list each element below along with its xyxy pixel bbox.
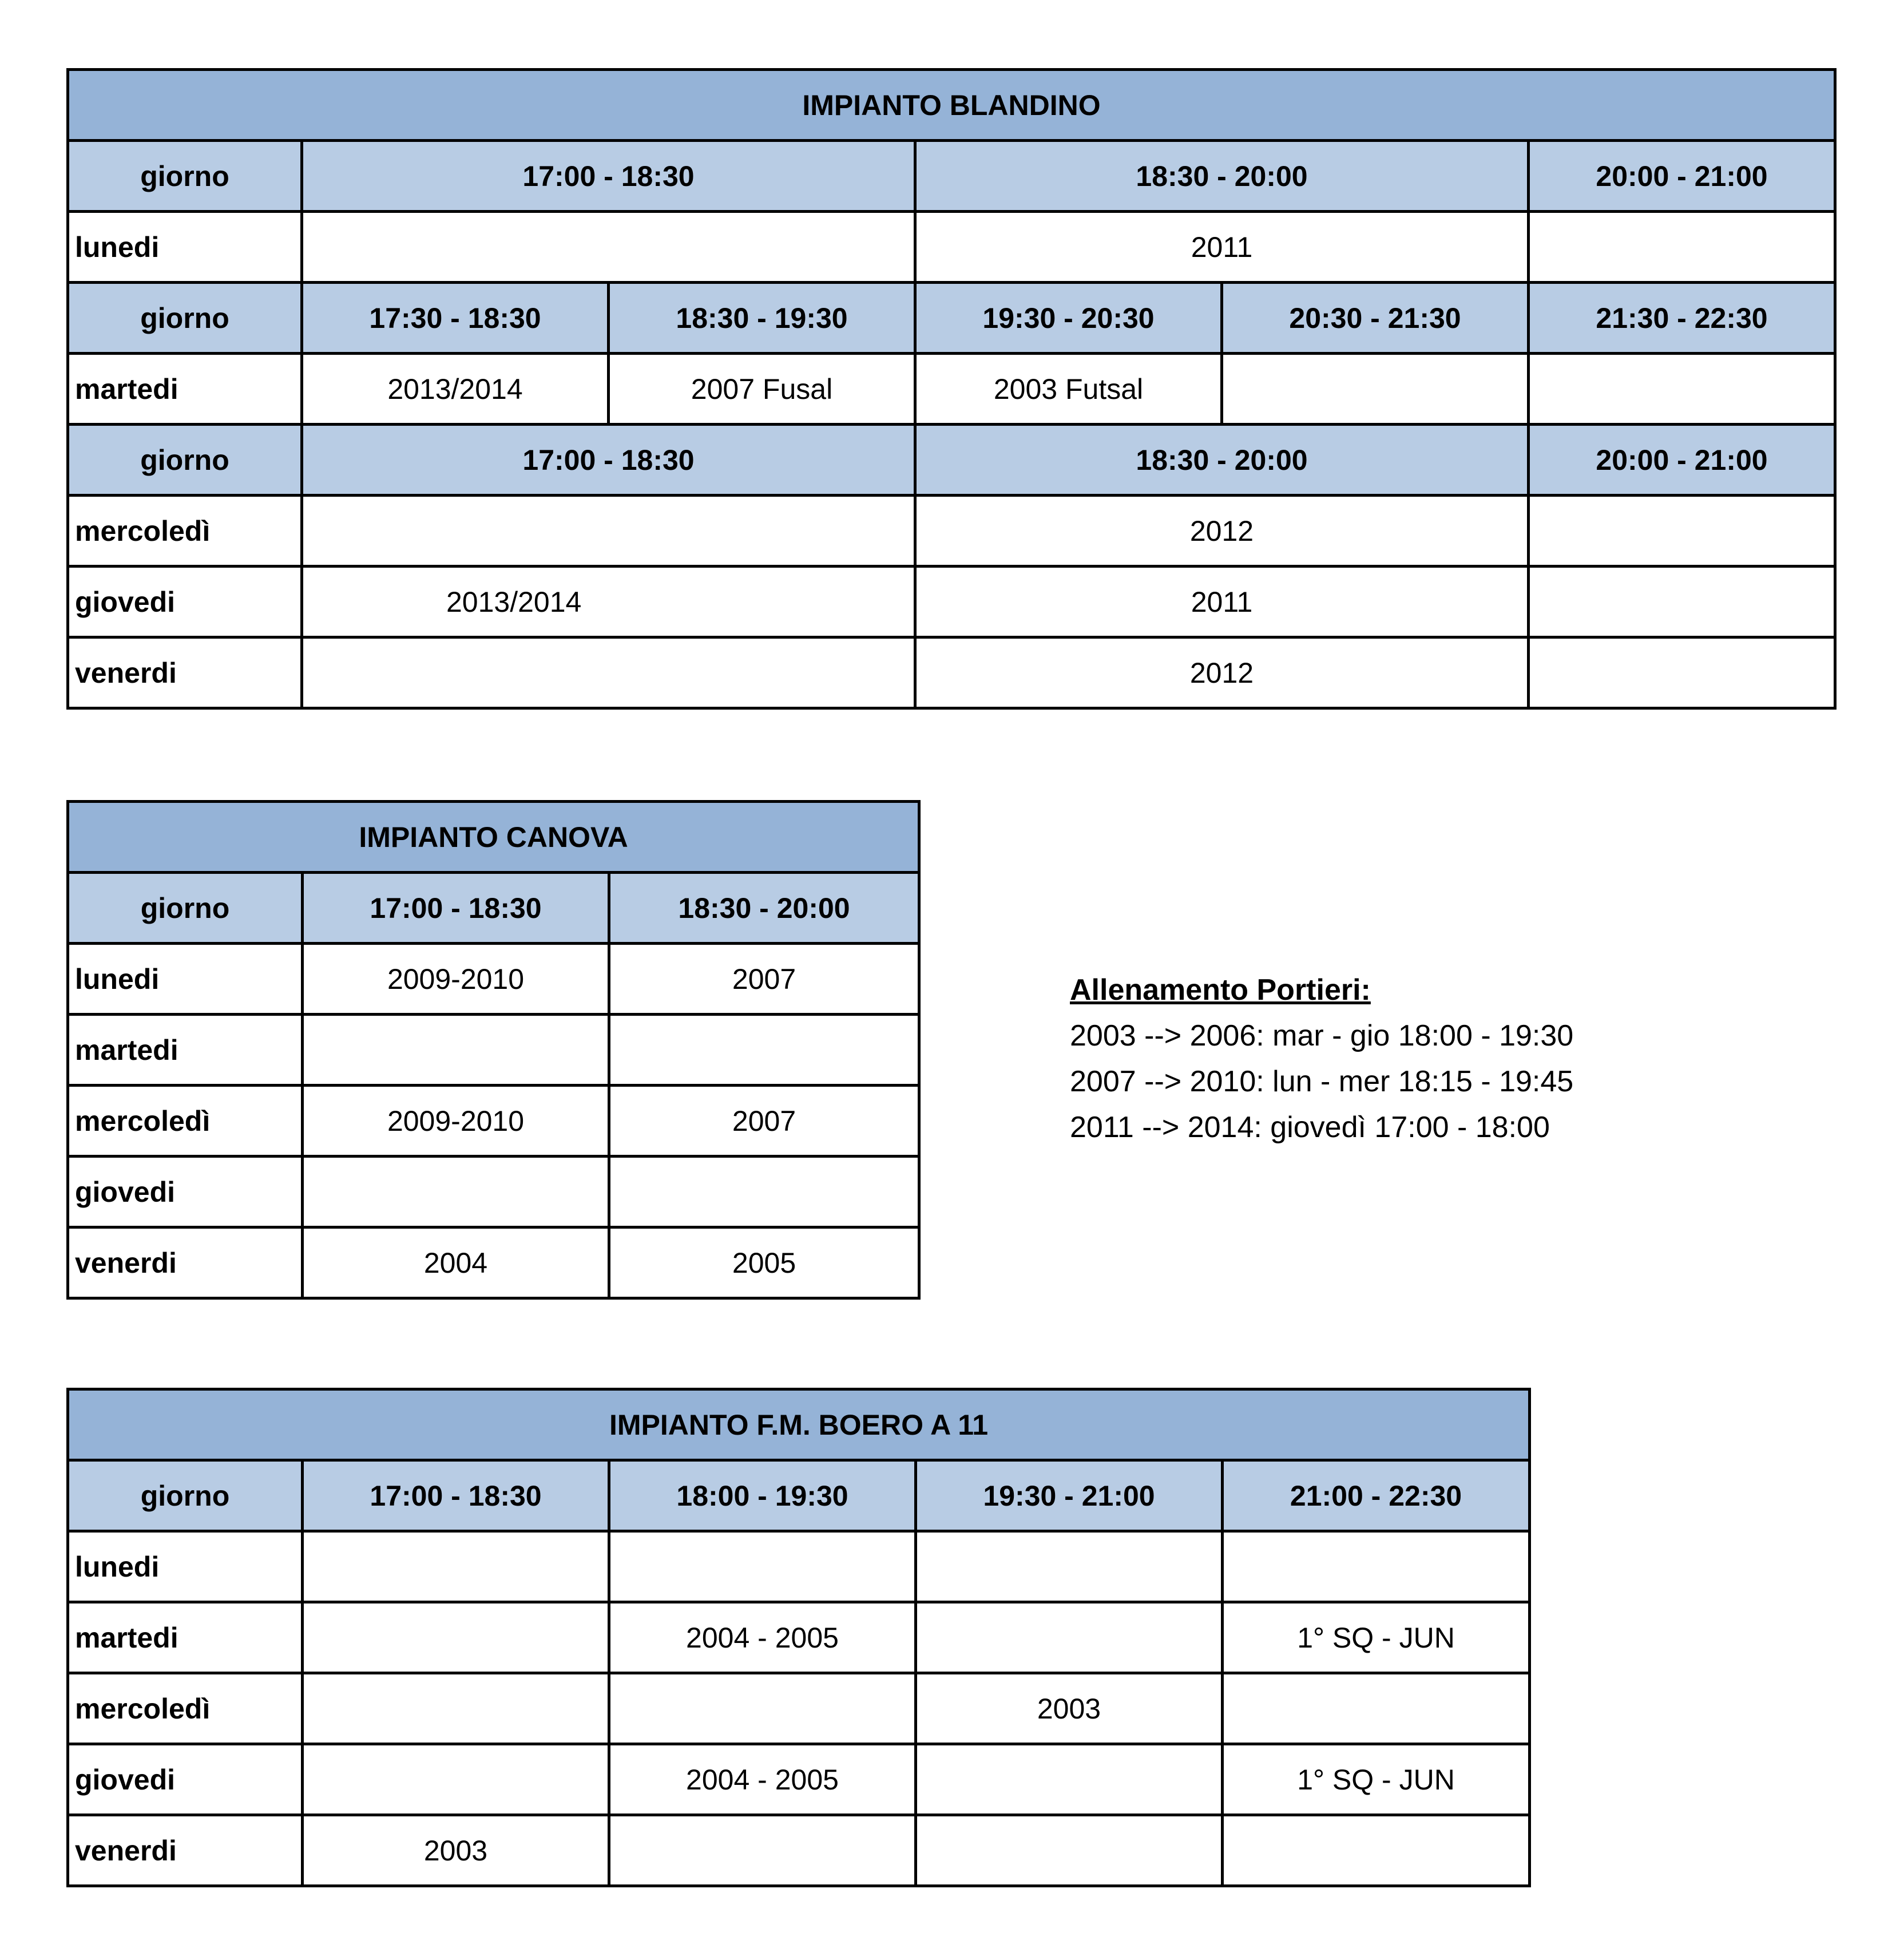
table-row bbox=[68, 567, 1835, 638]
day-cell: venerdi bbox=[68, 638, 302, 708]
day-cell: lunedi bbox=[68, 944, 303, 1015]
slot-cell bbox=[1223, 1815, 1530, 1886]
slot-cell: 2003 Futsal bbox=[915, 354, 1222, 425]
slot-cell: 1° SQ - JUN bbox=[1223, 1744, 1530, 1815]
slot-cell bbox=[1529, 496, 1835, 567]
table-row bbox=[68, 354, 1835, 425]
table-row bbox=[68, 496, 1835, 567]
table-row bbox=[68, 1815, 1530, 1886]
slot-cell bbox=[302, 638, 915, 708]
goalkeeper-training-note bbox=[1070, 967, 1573, 1150]
blandino-header-row-2 bbox=[68, 283, 1835, 354]
note-line: 2011 --> 2014: giovedì 17:00 - 18:00 bbox=[1070, 1111, 1550, 1144]
header-slot: 20:00 - 21:00 bbox=[1529, 141, 1835, 212]
slot-cell bbox=[1529, 567, 1835, 638]
blandino-header-row-1 bbox=[68, 141, 1835, 212]
slot-cell bbox=[1529, 638, 1835, 708]
slot-cell bbox=[303, 1673, 609, 1744]
day-cell: lunedi bbox=[68, 1531, 303, 1602]
slot-cell bbox=[302, 496, 915, 567]
day-cell: giovedi bbox=[68, 1744, 303, 1815]
day-cell: martedi bbox=[68, 1015, 303, 1086]
slot-cell: 2003 bbox=[303, 1815, 609, 1886]
slot-cell: 2007 Fusal bbox=[609, 354, 915, 425]
slot-cell bbox=[916, 1531, 1223, 1602]
slot-cell bbox=[609, 1157, 919, 1228]
table-row bbox=[68, 638, 1835, 708]
slot-cell bbox=[303, 1744, 609, 1815]
boero-title: IMPIANTO F.M. BOERO A 11 bbox=[68, 1389, 1530, 1460]
canova-header-row bbox=[68, 873, 919, 944]
table-row bbox=[68, 1531, 1530, 1602]
day-cell: giovedi bbox=[68, 1157, 303, 1228]
slot-cell: 2005 bbox=[609, 1228, 919, 1298]
note-title: Allenamento Portieri: bbox=[1070, 973, 1371, 1007]
slot-cell bbox=[1223, 1673, 1530, 1744]
slot-cell bbox=[1529, 212, 1835, 283]
day-cell: lunedi bbox=[68, 212, 302, 283]
note-line: 2007 --> 2010: lun - mer 18:15 - 19:45 bbox=[1070, 1065, 1574, 1098]
header-slot: 17:30 - 18:30 bbox=[302, 283, 609, 354]
slot-cell bbox=[303, 1602, 609, 1673]
header-slot: 21:00 - 22:30 bbox=[1223, 1460, 1530, 1531]
header-slot: 19:30 - 21:00 bbox=[916, 1460, 1223, 1531]
slot-cell bbox=[609, 1015, 919, 1086]
header-giorno: giorno bbox=[68, 425, 302, 496]
slot-cell: 2012 bbox=[915, 638, 1529, 708]
slot-cell bbox=[302, 212, 915, 283]
slot-cell bbox=[1222, 354, 1529, 425]
boero-header-row bbox=[68, 1460, 1530, 1531]
slot-cell bbox=[916, 1744, 1223, 1815]
header-slot: 18:30 - 20:00 bbox=[915, 425, 1529, 496]
table-row bbox=[68, 1673, 1530, 1744]
blandino-header-row-3 bbox=[68, 425, 1835, 496]
slot-cell: 2012 bbox=[915, 496, 1529, 567]
header-slot: 17:00 - 18:30 bbox=[303, 873, 609, 944]
slot-cell bbox=[916, 1602, 1223, 1673]
blandino-title: IMPIANTO BLANDINO bbox=[68, 70, 1835, 141]
table-row bbox=[68, 944, 919, 1015]
header-slot: 20:00 - 21:00 bbox=[1529, 425, 1835, 496]
slot-cell bbox=[303, 1157, 609, 1228]
slot-cell: 2011 bbox=[915, 567, 1529, 638]
slot-cell bbox=[609, 1815, 916, 1886]
header-slot: 18:30 - 19:30 bbox=[609, 283, 915, 354]
slot-cell: 2007 bbox=[609, 944, 919, 1015]
slot-cell: 2007 bbox=[609, 1086, 919, 1157]
table-row bbox=[68, 212, 1835, 283]
slot-cell bbox=[609, 1531, 916, 1602]
slot-cell: 2004 bbox=[303, 1228, 609, 1298]
blandino-schedule-table bbox=[66, 68, 1837, 710]
slot-cell: 1° SQ - JUN bbox=[1223, 1602, 1530, 1673]
table-row bbox=[68, 1157, 919, 1228]
table-row bbox=[68, 1744, 1530, 1815]
header-slot: 17:00 - 18:30 bbox=[302, 425, 915, 496]
canova-schedule-table bbox=[66, 800, 921, 1300]
slot-cell: 2004 - 2005 bbox=[609, 1744, 916, 1815]
header-slot: 18:30 - 20:00 bbox=[915, 141, 1529, 212]
slot-cell: 2013/2014 bbox=[302, 354, 609, 425]
slot-cell bbox=[609, 1673, 916, 1744]
header-slot: 21:30 - 22:30 bbox=[1529, 283, 1835, 354]
slot-cell: 2009-2010 bbox=[303, 1086, 609, 1157]
header-giorno: giorno bbox=[68, 873, 303, 944]
header-slot: 17:00 - 18:30 bbox=[303, 1460, 609, 1531]
table-row bbox=[68, 1602, 1530, 1673]
day-cell: mercoledì bbox=[68, 1673, 303, 1744]
slot-cell bbox=[303, 1015, 609, 1086]
table-row bbox=[68, 1086, 919, 1157]
day-cell: martedi bbox=[68, 1602, 303, 1673]
header-giorno: giorno bbox=[68, 141, 302, 212]
header-giorno: giorno bbox=[68, 1460, 303, 1531]
table-row bbox=[68, 1015, 919, 1086]
header-slot: 17:00 - 18:30 bbox=[302, 141, 915, 212]
note-line: 2003 --> 2006: mar - gio 18:00 - 19:30 bbox=[1070, 1019, 1574, 1052]
day-cell: venerdi bbox=[68, 1815, 303, 1886]
day-cell: mercoledì bbox=[68, 1086, 303, 1157]
header-slot: 18:00 - 19:30 bbox=[609, 1460, 916, 1531]
canova-title: IMPIANTO CANOVA bbox=[68, 802, 919, 873]
slot-cell: 2009-2010 bbox=[303, 944, 609, 1015]
slot-cell: 2011 bbox=[915, 212, 1529, 283]
slot-cell: 2004 - 2005 bbox=[609, 1602, 916, 1673]
day-cell: venerdi bbox=[68, 1228, 303, 1298]
day-cell: martedi bbox=[68, 354, 302, 425]
slot-cell bbox=[303, 1531, 609, 1602]
header-slot: 18:30 - 20:00 bbox=[609, 873, 919, 944]
slot-cell bbox=[916, 1815, 1223, 1886]
day-cell: mercoledì bbox=[68, 496, 302, 567]
slot-cell bbox=[1529, 354, 1835, 425]
slot-cell bbox=[1223, 1531, 1530, 1602]
day-cell: giovedi bbox=[68, 567, 302, 638]
header-slot: 19:30 - 20:30 bbox=[915, 283, 1222, 354]
header-giorno: giorno bbox=[68, 283, 302, 354]
slot-cell: 2013/2014 bbox=[302, 567, 915, 638]
slot-cell: 2003 bbox=[916, 1673, 1223, 1744]
table-row bbox=[68, 1228, 919, 1298]
boero-schedule-table bbox=[66, 1388, 1531, 1887]
header-slot: 20:30 - 21:30 bbox=[1222, 283, 1529, 354]
